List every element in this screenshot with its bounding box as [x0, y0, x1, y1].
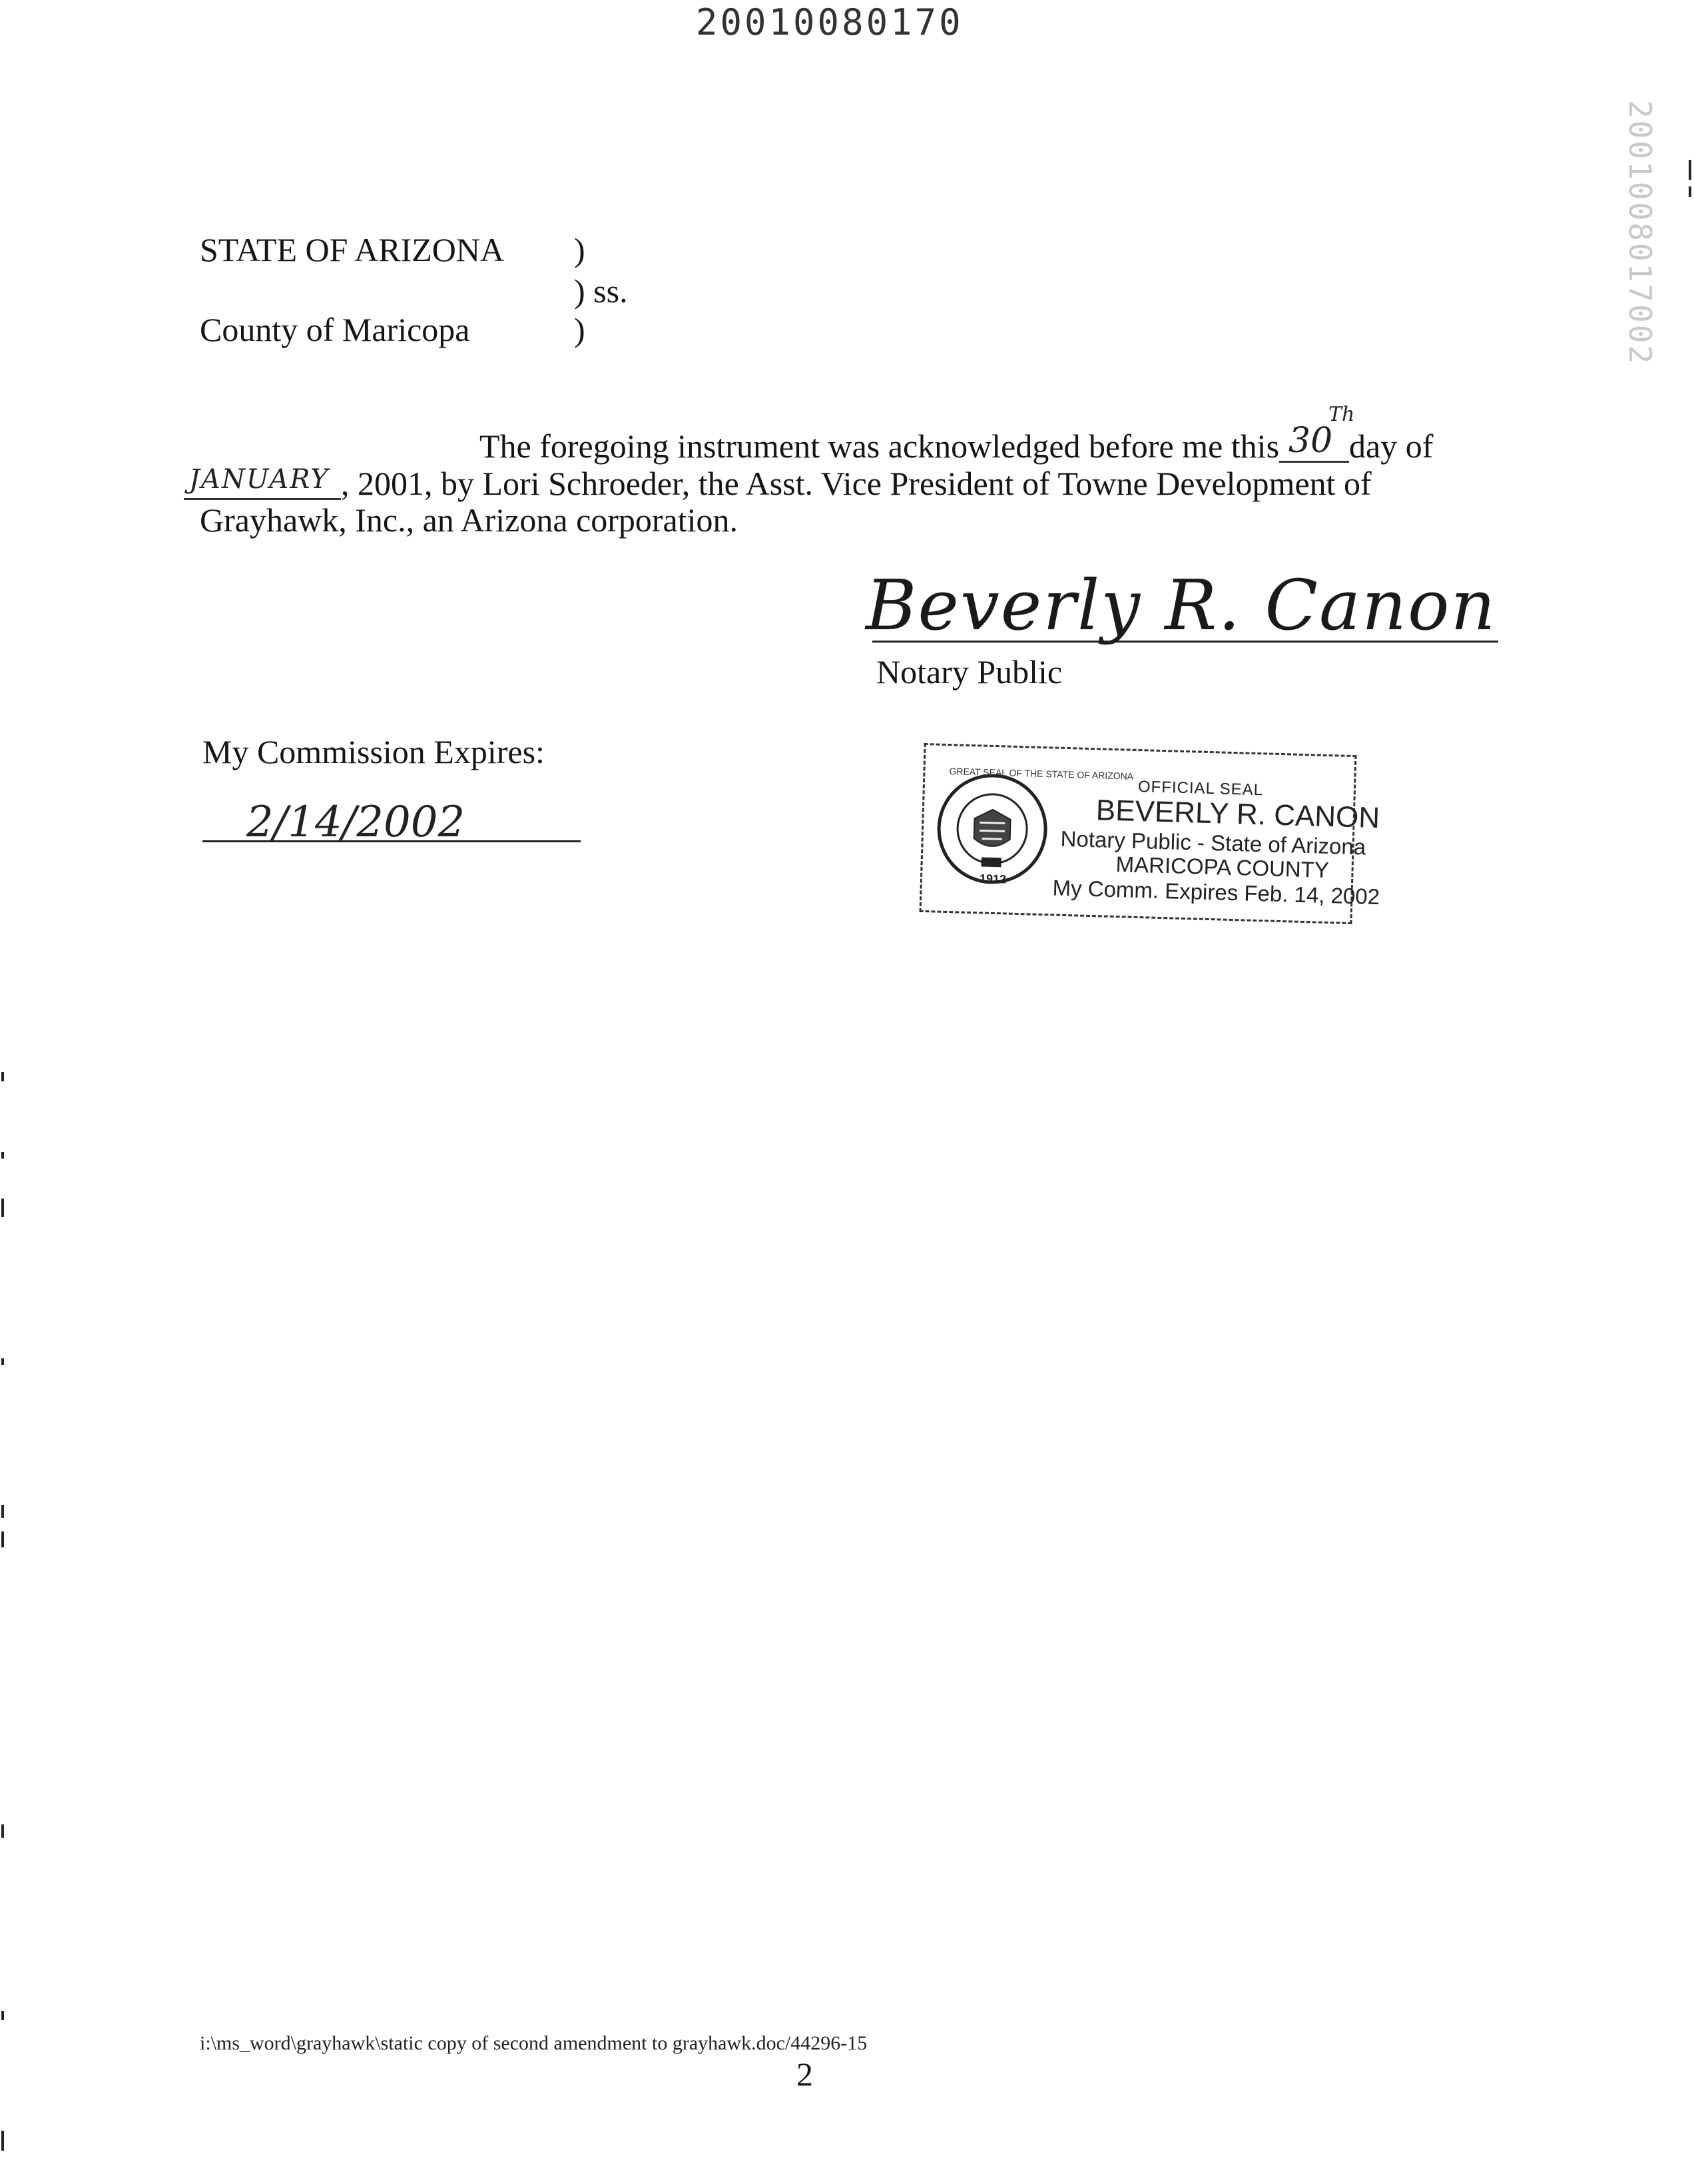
signature-line: [872, 641, 1498, 643]
scan-mark: [1, 1152, 4, 1159]
ack-line-2: [184, 462, 1372, 500]
footer-file-path: i:\ms_word\grayhawk\static copy of second amendment to grayhawk.doc/44296-15: [200, 2032, 868, 2054]
seal-header: OFFICIAL SEAL: [1137, 777, 1264, 800]
venue-paren-1: ): [574, 231, 585, 268]
scan-mark: [1, 1824, 4, 1838]
notary-title: Notary Public: [876, 653, 1063, 690]
ack-line-1-prefix: The foregoing instrument was acknowledged before me this: [479, 427, 1280, 465]
scan-mark: [1689, 160, 1691, 180]
scan-mark: [1, 1199, 4, 1217]
day-handwritten: 30: [1288, 421, 1333, 461]
seal-emblem-year: 1912: [979, 872, 1007, 886]
scan-mark: [1, 2131, 4, 2151]
ack-line-2-rest: , 2001, by Lori Schroeder, the Asst. Vice President of Towne Development of: [341, 465, 1372, 502]
state-seal-emblem-icon: [934, 771, 1051, 888]
commission-date-line: [202, 840, 581, 842]
scan-mark: [1, 1072, 4, 1081]
official-seal-stamp: [920, 743, 1380, 924]
scan-mark: [1, 2011, 4, 2020]
page-number: 2: [796, 2055, 813, 2093]
day-suffix-handwritten: Th: [1328, 403, 1355, 426]
seal-name: BEVERLY R. CANON: [1095, 794, 1380, 835]
ack-line-1: [479, 403, 1434, 465]
ack-line-1-suffix: day of: [1349, 427, 1434, 465]
seal-line-2: MARICOPA COUNTY: [1115, 852, 1330, 883]
ack-line-3: Grayhawk, Inc., an Arizona corporation.: [200, 501, 738, 539]
seal-emblem-ring-text: GREAT SEAL OF THE STATE OF ARIZONA: [949, 766, 1134, 782]
venue-paren-3: ): [574, 311, 585, 348]
scan-mark: [1, 1358, 4, 1365]
day-fill-line: [1279, 403, 1355, 463]
month-fill-line: [184, 462, 341, 500]
venue-ss: ) ss.: [574, 272, 628, 310]
recording-number: 20010080170: [696, 1, 964, 43]
month-handwritten: JANUARY: [189, 464, 330, 495]
commission-date-handwritten: 2/14/2002: [246, 798, 465, 847]
seal-line-1: Notary Public - State of Arizona: [1060, 826, 1366, 860]
venue-county: County of Maricopa: [200, 311, 470, 348]
scan-mark: [1, 1505, 4, 1518]
notary-signature: Beverly R. Canon: [866, 565, 1497, 646]
venue-state: STATE OF ARIZONA: [200, 231, 505, 268]
scan-mark: [1, 1531, 4, 1547]
seal-line-3: My Comm. Expires Feb. 14, 2002: [1052, 875, 1380, 910]
commission-label: My Commission Expires:: [202, 733, 545, 770]
side-recording-stamp: 2001008017002: [1622, 100, 1658, 366]
scan-mark: [1689, 186, 1691, 197]
